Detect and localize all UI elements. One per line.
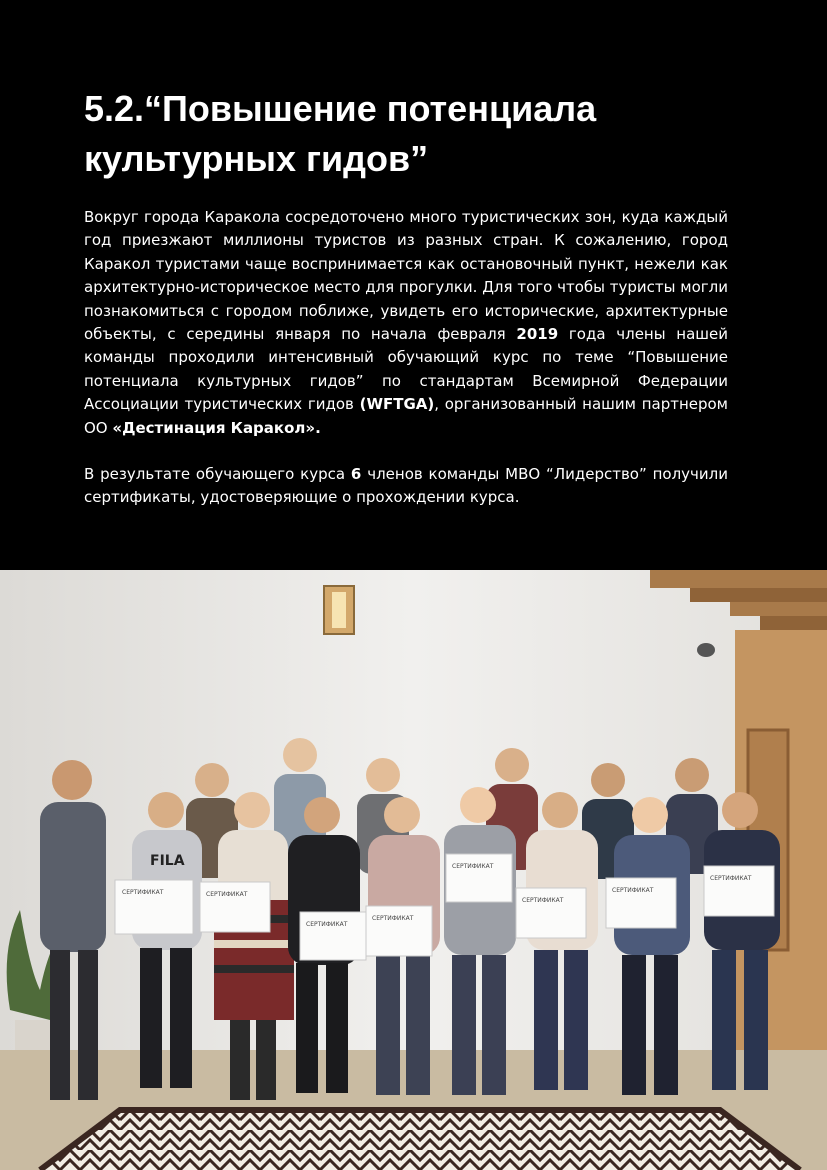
certificate-label: СЕРТИФИКАТ [206, 891, 248, 898]
camera-icon [697, 643, 715, 657]
p2-text-1: В результате обучающего курса [84, 465, 351, 484]
certificate [446, 854, 512, 902]
certificate [115, 880, 193, 934]
p2-count: 6 [350, 465, 362, 484]
certificate-label: СЕРТИФИКАТ [710, 875, 752, 882]
p1-text-3: , организованный нашим партнером ОО [84, 395, 728, 437]
certificate-label: СЕРТИФИКАТ [122, 889, 164, 896]
certificate-label: СЕРТИФИКАТ [452, 863, 494, 870]
certificate [606, 878, 676, 928]
certificate [366, 906, 432, 956]
title-line-1: 5.2.“Повышение потенциала [84, 88, 597, 129]
p1-abbr: (WFTGA) [359, 395, 435, 414]
title-line-2: культурных гидов” [84, 138, 429, 179]
p1-text-1: Вокруг города Каракола сосредоточено много туристических зон, куда каждый год приезжают миллионы туристов из разных стран. К сожалению, город Каракол туристами чаще воспринимается как остановочный пункт, нежели как архитектурно-историческое место для прогулки. Для того чтобы туристы могли познакомиться с городом поближе, увидеть его исторические, архитектурные объекты, с середины января по начала февраля [84, 208, 728, 344]
p2-text-2: членов команды МВО “Лидерство” получили сертификаты, удостоверяющие о прохождении курса. [84, 465, 728, 507]
wall-lamp-icon [324, 586, 354, 634]
page-title [84, 84, 744, 184]
body-text [84, 206, 728, 510]
shirt-logo: FILA [150, 853, 185, 869]
certificate [200, 882, 270, 932]
certificate-label: СЕРТИФИКАТ [306, 921, 348, 928]
group-photo [0, 570, 827, 1170]
certificate-label: СЕРТИФИКАТ [372, 915, 414, 922]
certificate [300, 912, 366, 960]
p1-org: «Дестинация Каракол». [112, 418, 321, 437]
group-photo-illustration [0, 570, 827, 1170]
p1-year: 2019 [516, 325, 559, 344]
certificate [704, 866, 774, 916]
certificate-label: СЕРТИФИКАТ [612, 887, 654, 894]
paragraph-2 [84, 463, 728, 510]
p1-text-2: года члены нашей команды проходили интенсивный обучающий курс по теме “Повышение потенциала культурных гидов” по стандартам Всемирной Федерации Ассоциации туристических гидов [84, 325, 728, 414]
paragraph-1 [84, 206, 728, 440]
certificate-label: СЕРТИФИКАТ [522, 897, 564, 904]
certificate [516, 888, 586, 938]
rug [40, 1110, 800, 1170]
